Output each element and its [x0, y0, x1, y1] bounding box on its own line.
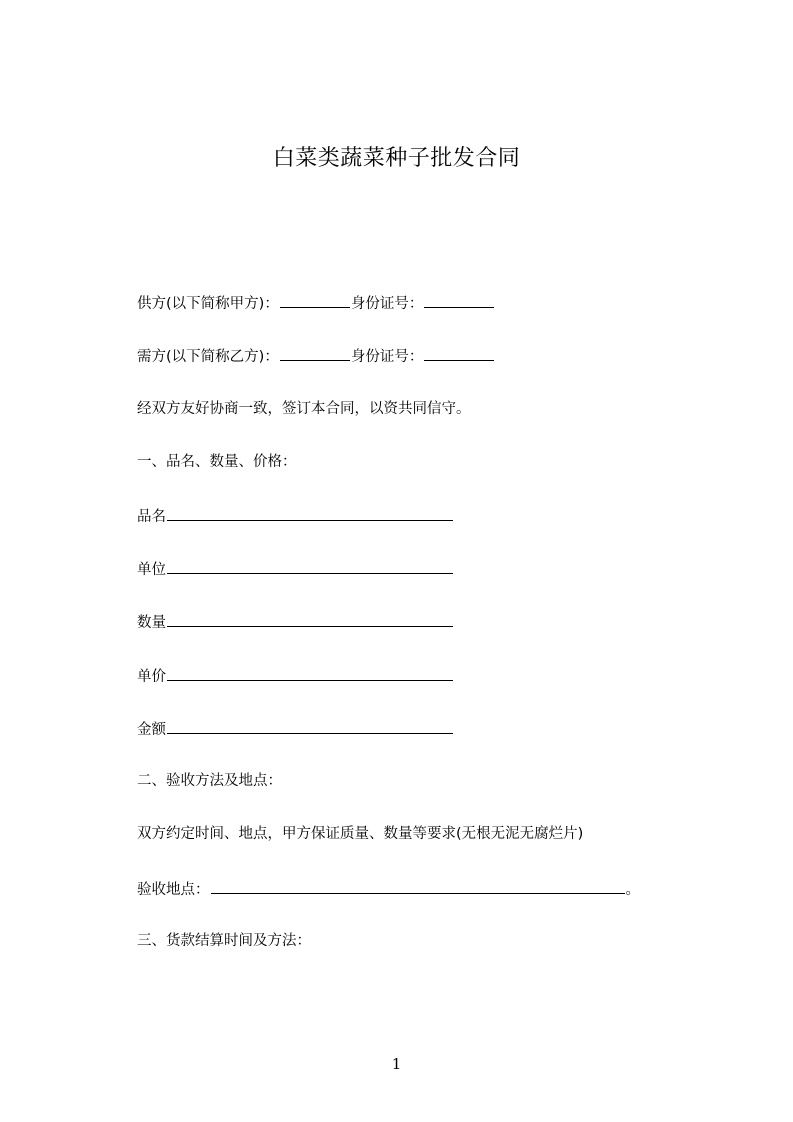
field-line-quantity: [137, 611, 454, 633]
field-line-unit-price: [137, 665, 454, 687]
field-label: 品名: [137, 509, 166, 525]
field-blank: [167, 718, 453, 734]
buyer-name-blank: [280, 345, 350, 361]
buyer-id-label: 身份证号：: [350, 349, 424, 365]
buyer-id-blank: [424, 345, 494, 361]
field-label: 数量: [137, 615, 166, 631]
inspection-place-label: 验收地点：: [137, 882, 210, 898]
field-line-amount: [137, 718, 454, 740]
buyer-label: 需方(以下简称乙方)：: [137, 349, 279, 365]
field-blank: [167, 558, 453, 574]
contract-title: 白菜类蔬菜种子批发合同: [272, 146, 521, 171]
field-blank: [167, 611, 453, 627]
buyer-line: [137, 345, 495, 367]
inspection-place-line: [137, 878, 640, 900]
page-number: 1: [391, 1055, 402, 1073]
section2-heading: 二、验收方法及地点：: [137, 773, 282, 789]
inspection-place-end: 。: [625, 882, 640, 898]
section1-heading: 一、品名、数量、价格：: [137, 454, 297, 470]
field-label: 金额: [137, 722, 166, 738]
supplier-label: 供方(以下简称甲方)：: [137, 296, 279, 312]
section3-heading: 三、货款结算时间及方法：: [137, 933, 311, 949]
section2-text: 双方约定时间、地点，甲方保证质量、数量等要求(无根无泥无腐烂片): [137, 826, 584, 842]
field-label: 单价: [137, 669, 166, 685]
supplier-name-blank: [280, 292, 350, 308]
field-label: 单位: [137, 562, 166, 578]
supplier-id-label: 身份证号：: [350, 296, 424, 312]
supplier-id-blank: [424, 292, 494, 308]
intro-text: 经双方友好协商一致，签订本合同，以资共同信守。: [137, 401, 471, 417]
inspection-place-blank: [211, 878, 625, 894]
field-blank: [167, 665, 453, 681]
field-line-product-name: [137, 505, 454, 527]
field-line-unit: [137, 558, 454, 580]
field-blank: [167, 505, 453, 521]
supplier-line: [137, 292, 495, 314]
